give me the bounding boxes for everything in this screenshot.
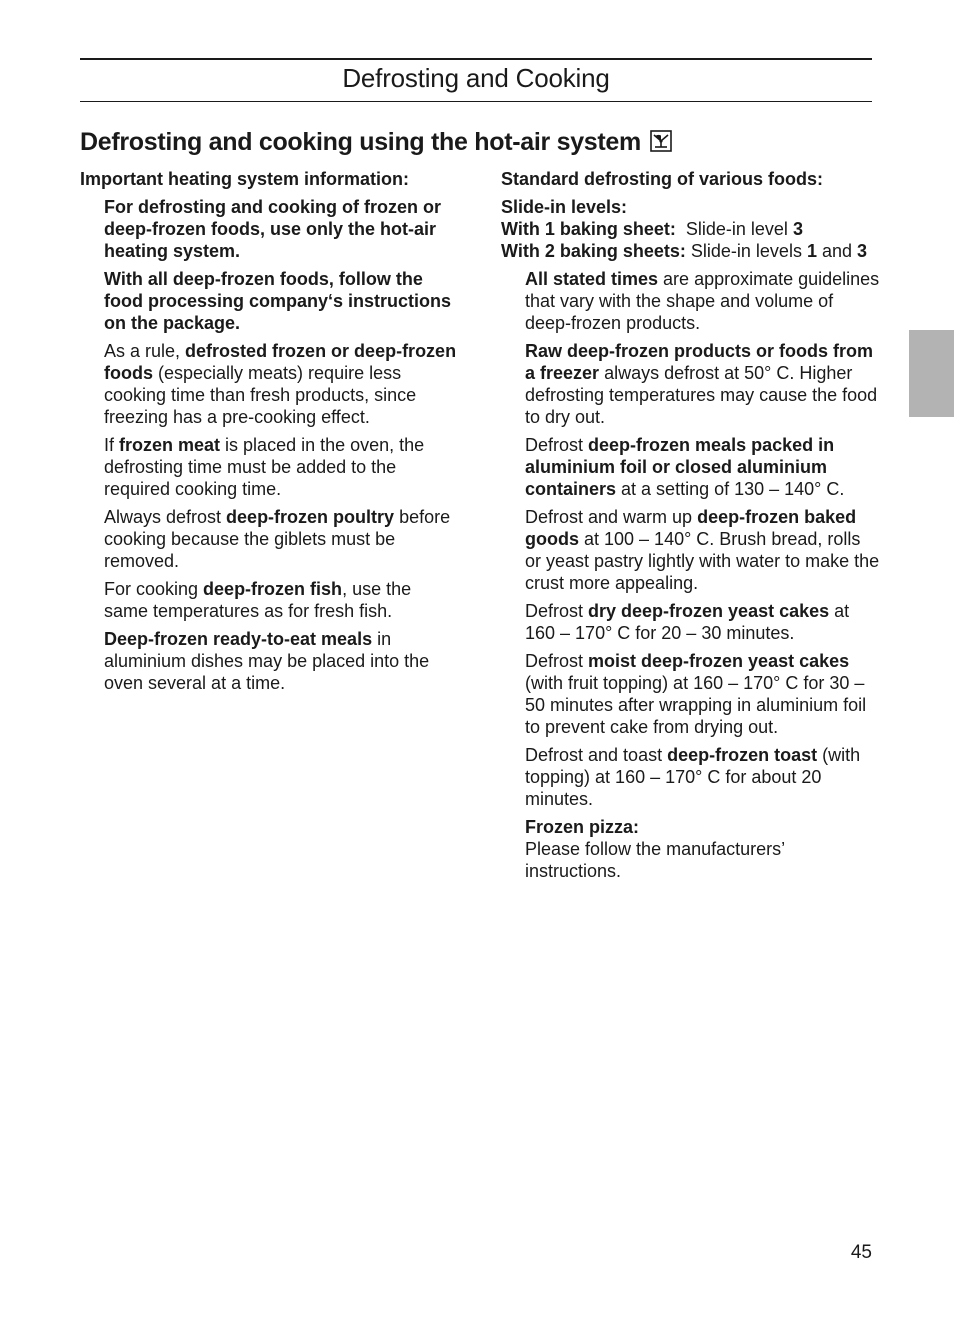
slide-in-level-1-row: With 1 baking sheet: Slide-in level 3 [501, 219, 803, 239]
section-title [80, 125, 672, 159]
chapter-side-tab [909, 330, 954, 417]
slide-in-level-2-row: With 2 baking sheets: Slide-in levels 1 and 3 [501, 241, 868, 261]
left-paragraph-3: As a rule, defrosted frozen or deep-frozen foods (especially meats) require less cooking time than fresh products, since freezing has a pre-cooking effect. [104, 341, 457, 427]
left-paragraph-1: For defrosting and cooking of frozen or deep-frozen foods, use only the hot-air heating system. [104, 197, 441, 261]
right-paragraph-4: Defrost and warm up deep-frozen baked goods at 100 – 140° C. Brush bread, rolls or yeast pastry lightly with water to make the crust more appealing. [525, 507, 880, 593]
right-paragraph-1: All stated times are approximate guidelines that vary with the shape and volume of deep-frozen products. [525, 269, 880, 333]
frozen-pizza-heading: Frozen pizza: [525, 817, 640, 837]
right-paragraph-6: Defrost moist deep-frozen yeast cakes (with fruit topping) at 160 – 170° C for 30 – 50 minutes after wrapping in aluminium foil to prevent cake from drying out. [525, 651, 867, 737]
page-number: 45 [850, 1242, 872, 1263]
left-paragraph-7: Deep-frozen ready-to-eat meals in aluminium dishes may be placed into the oven several at a time. [104, 629, 430, 693]
page-header-title: Defrosting and Cooking [342, 63, 610, 93]
header-rule-bottom [80, 101, 872, 102]
left-paragraph-4: If frozen meat is placed in the oven, the defrosting time must be added to the required cooking time. [104, 435, 425, 499]
right-paragraph-5: Defrost dry deep-frozen yeast cakes at 160 – 170° C for 20 – 30 minutes. [525, 601, 850, 643]
right-paragraph-7: Defrost and toast deep-frozen toast (with topping) at 160 – 170° C for about 20 minutes. [525, 745, 861, 809]
left-paragraph-2: With all deep-frozen foods, follow the food processing company‘s instructions on the package. [104, 269, 452, 333]
left-column [80, 168, 460, 700]
right-paragraph-3: Defrost deep-frozen meals packed in aluminium foil or closed aluminium containers at a setting of 130 – 140° C. [525, 435, 845, 499]
left-paragraph-5: Always defrost deep-frozen poultry before cooking because the giblets must be removed. [104, 507, 451, 571]
frozen-pizza-text: Please follow the manufacturers’ instructions. [525, 839, 785, 881]
section-title-text: Defrosting and cooking using the hot-air system [80, 128, 641, 156]
right-heading: Standard defrosting of various foods: [501, 169, 824, 189]
hot-air-fan-icon [650, 130, 672, 152]
right-paragraph-2: Raw deep-frozen products or foods from a freezer always defrost at 50° C. Higher defrosting temperatures may cause the food to dry out. [525, 341, 878, 427]
left-heading: Important heating system information: [80, 169, 410, 189]
slide-in-levels-heading: Slide-in levels: [501, 197, 628, 217]
header-rule-top [80, 58, 872, 60]
left-paragraph-6: For cooking deep-frozen fish, use the same temperatures as for fresh fish. [104, 579, 412, 621]
right-column [501, 168, 881, 888]
